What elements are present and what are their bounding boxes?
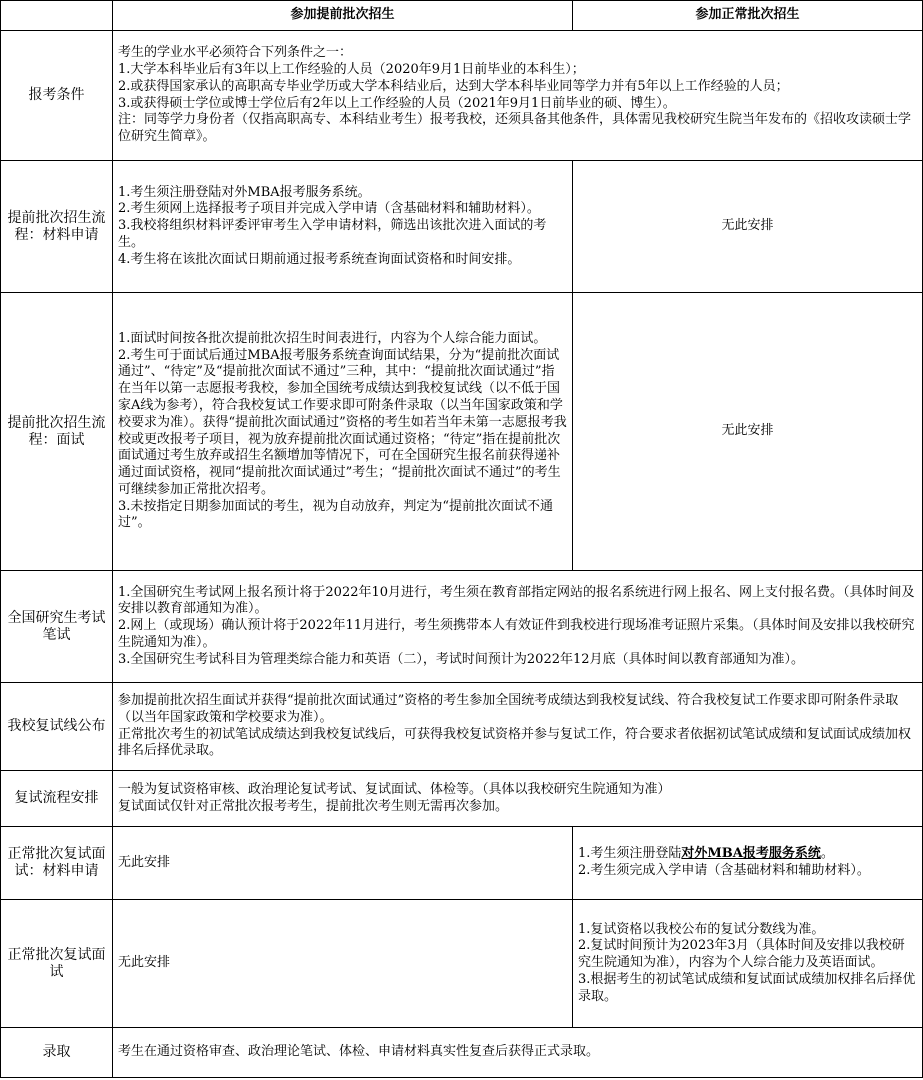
normal-interview-line: 2.复试时间预计为2023年3月（具体时间及安排以我校研究生院通知为准），内容为个人综合能力及英语面试。 [578,938,905,971]
retest-process-line: 一般为复试资格审核、政治理论复试考试、复试面试、体检等。（具体以我校研究生院通知为准） [118,781,671,797]
eligibility-content [113,31,923,161]
eligibility-line: 考生的学业水平必须符合下列条件之一： [118,45,353,61]
retest-process-line: 复试面试仅针对正常批次报考考生，提前批次考生则无需再次参加。 [118,798,509,814]
national-exam-line: 3.全国研究生考试科目为管理类综合能力和英语（二），考试时间预计为2022年12月底（具体时间以教育部通知为准）。 [118,651,805,667]
eligibility-note: 注：同等学力身份者（仅指高职高专、本科结业考生）报考我校，还须具备其他条件，具体需见我校研究生院当年发布的《招收攻读硕士学位研究生简章》。 [118,112,912,145]
early-interview-na: 无此安排 [113,900,573,1028]
label-retest-line: 我校复试线公布 [1,683,113,771]
row-early-material [1,161,923,293]
row-retest-line [1,683,923,771]
early-interview-line: 1.面试时间按各批次提前批次招生时间表进行，内容为个人综合能力面试。 [118,330,547,346]
eligibility-line: 2.或获得国家承认的高职高专毕业学历或大学本科结业后，达到大学本科毕业同等学力并有5年以上工作经验的人员； [118,78,789,94]
header-early-batch: 参加提前批次招生 [113,1,573,31]
early-material-line: 2.考生须网上选择报考子项目并完成入学申请（含基础材料和辅助材料）。 [118,201,540,217]
label-national-exam: 全国研究生考试笔试 [1,571,113,683]
retest-process-content [113,771,923,827]
label-retest-process: 复试流程安排 [1,771,113,827]
row-normal-interview [1,900,923,1028]
admission-content: 考生在通过资格审查、政治理论笔试、体检、申请材料真实性复查后获得正式录取。 [113,1028,923,1078]
normal-interview-line: 3.根据考生的初试笔试成绩和复试面试成绩加权排名后择优录取。 [578,971,916,1004]
normal-material-line [578,846,917,863]
early-material-line: 1.考生须注册登陆对外MBA报考服务系统。 [118,184,371,200]
label-early-interview: 提前批次招生流程：面试 [1,293,113,571]
early-material-line: 4.考生将在该批次面试日期前通过报考系统查询面试资格和时间安排。 [118,251,521,267]
retest-line-text: 参加提前批次招生面试并获得“提前批次面试通过”资格的考生参加全国统考成绩达到我校复试线、符合我校复试工作要求即可附条件录取（以当年国家政策和学校要求为准）。 [118,692,899,725]
national-exam-line: 1.全国研究生考试网上报名预计将于2022年10月进行，考生须在教育部指定网站的报名系统进行网上报名、网上支付报名费。（具体时间及安排以教育部通知为准）。 [118,584,915,617]
early-material-na: 无此安排 [113,827,573,900]
row-normal-material [1,827,923,900]
label-normal-interview: 正常批次复试面试 [1,900,113,1028]
label-normal-material: 正常批次复试面试：材料申请 [1,827,113,900]
normal-material-na: 无此安排 [573,161,923,293]
retest-line-text: 正常批次考生的初试笔试成绩达到我校复试线后，可获得我校复试资格并参与复试工作，符合要求者依据初试笔试成绩和复试面试成绩加权排名后择优录取。 [118,726,912,759]
row-retest-process [1,771,923,827]
early-material-line: 3.我校将组织材料评委评审考生入学申请材料，筛选出该批次进入面试的考生。 [118,218,547,250]
normal-interview-line: 1.复试资格以我校公布的复试分数线为准。 [578,921,825,937]
early-interview-content [113,293,573,571]
row-eligibility [1,31,923,161]
row-early-interview [1,293,923,571]
header-normal-batch: 参加正常批次招生 [573,1,923,31]
early-interview-line: 3.未按指定日期参加面试的考生，视为自动放弃，判定为“提前批次面试不通过”。 [118,498,554,531]
retest-line-content [113,683,923,771]
label-early-material: 提前批次招生流程：材料申请 [1,161,113,293]
normal-material-line: 2.考生须完成入学申请（含基础材料和辅助材料）。 [578,863,870,878]
label-admission: 录取 [1,1028,113,1078]
national-exam-line: 2.网上（或现场）确认预计将于2022年11月进行，考生须携带本人有效证件到我校进行现场准考证照片采集。（具体时间及安排以我校研究生院通知为准）。 [118,618,915,650]
mba-service-system-link[interactable]: 对外MBA报考服务系统 [681,846,821,862]
normal-material-prefix: 1.考生须注册登陆 [578,846,682,862]
header-row [1,1,923,31]
normal-material-content [573,827,923,900]
normal-interview-content [573,900,923,1028]
row-admission [1,1028,923,1078]
eligibility-line: 1.大学本科毕业后有3年以上工作经验的人员（2020年9月1日前毕业的本科生）； [118,61,585,77]
normal-interview-na: 无此安排 [573,293,923,571]
label-eligibility: 报考条件 [1,31,113,161]
normal-material-suffix: 。 [820,846,834,862]
national-exam-content [113,571,923,683]
early-interview-line: 2.考生可于面试后通过MBA报考服务系统查询面试结果，分为“提前批次面试通过”、“待定”及“提前批次面试不通过”三种，其中：“提前批次面试通过”指在当年以第一志愿报考我校，参加全国统考成绩达到我校复试线（以不低于国家A线为参考），符合我校复试工作要求即可附条件录取（以当年国家政策和学校要求为准）。获得“提前批次面试通过”资格的考生如若当年未第一志愿报考我校或更改报考子项目，视为放弃提前批次面试通过资格；“待定”指在提前批次面试通过考生放弃或招生名额增加等情况下，可在全国研究生报名前获得递补通过面试资格，视同“提前批次面试通过”考生；“提前批次面试不通过”的考生可继续参加正常批次招考。 [118,347,567,497]
row-national-exam [1,571,923,683]
early-material-content [113,161,573,293]
eligibility-line: 3.或获得硕士学位或博士学位后有2年以上工作经验的人员（2021年9月1日前毕业的硕、博生）。 [118,95,676,111]
header-corner [1,1,113,31]
